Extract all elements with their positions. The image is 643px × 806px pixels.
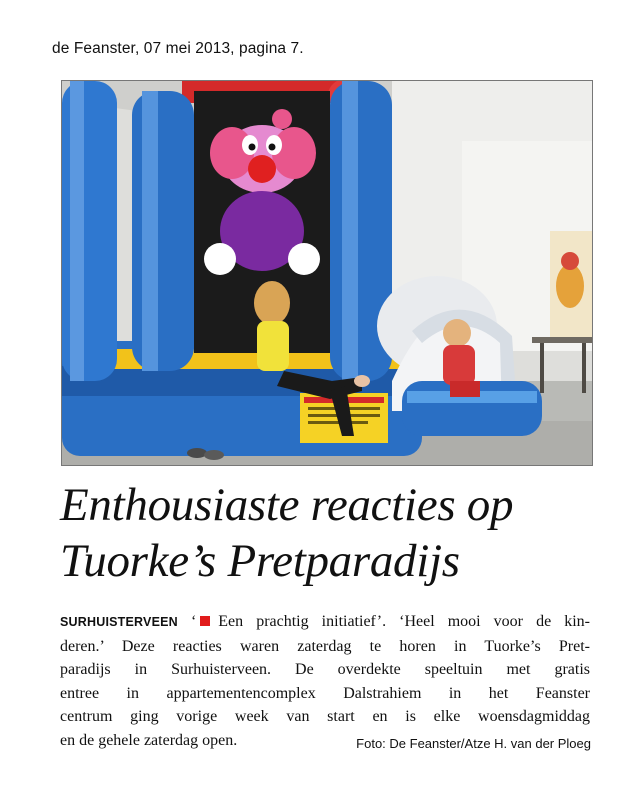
- headline: [60, 477, 620, 589]
- article-line-text: Een prachtig initiatief’. ‘Heel mooi voor de kin-: [218, 613, 590, 630]
- dateline-quote: ‘: [190, 613, 197, 630]
- red-square-icon: [200, 616, 210, 626]
- photo-credit: Foto: De Feanster/Atze H. van der Ploeg: [356, 736, 591, 751]
- article-photo: [61, 80, 593, 466]
- article-line: entree in appartementencomplex Dalstrahiem in het Feanster: [60, 684, 590, 702]
- article-line: [60, 610, 590, 635]
- headline-line-1: Enthousiaste reacties op: [60, 479, 514, 531]
- article-body: [60, 610, 590, 752]
- article-line: paradijs in Surhuisterveen. De overdekte speeltuin met gratis: [60, 661, 590, 678]
- headline-line-2: Tuorke’s Pretparadijs: [60, 535, 460, 587]
- article-line: centrum ging vorige week van start en is elke woensdagmiddag: [60, 708, 590, 725]
- article-line: en de gehele zaterdag open.: [60, 731, 238, 749]
- article-line: deren.’ Deze reacties waren zaterdag te horen in Tuorke’s Pret-: [60, 637, 590, 655]
- dateline: SURHUISTERVEEN: [60, 615, 178, 629]
- source-line: de Feanster, 07 mei 2013, pagina 7.: [52, 40, 304, 57]
